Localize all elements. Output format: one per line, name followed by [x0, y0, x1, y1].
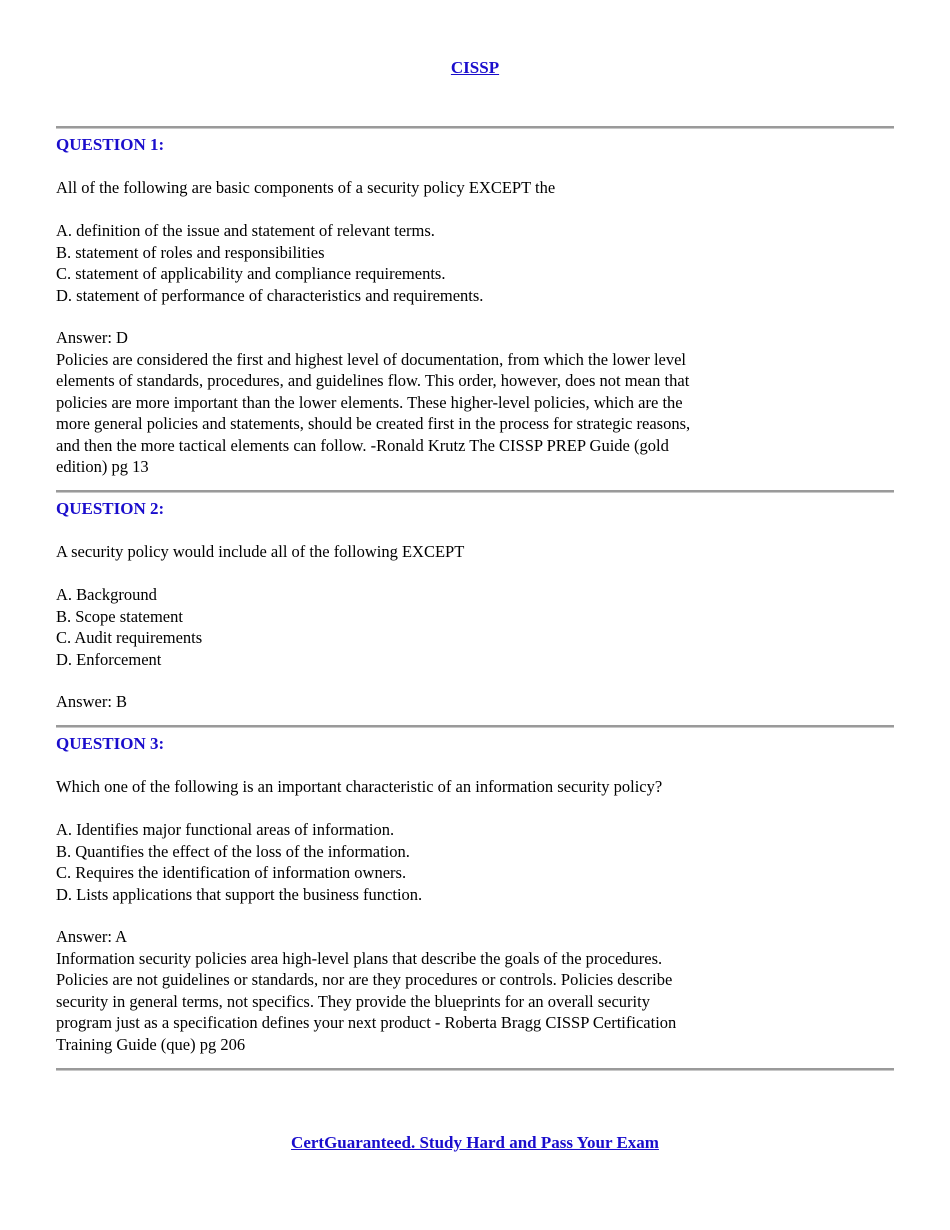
explanation-line: more general policies and statements, should be created first in the process for strategic reasons, [56, 414, 691, 433]
option-d: D. Enforcement [56, 649, 162, 669]
explanation-line: policies are more important than the lower elements. These higher-level policies, which are the [56, 392, 683, 412]
question-prompt-text: A security policy would include all of the following EXCEPT [56, 542, 465, 561]
question-2-prompt [56, 541, 856, 563]
question-3-heading: QUESTION 3: [56, 734, 165, 753]
question-2-answer-block [56, 691, 856, 713]
answer-text: Answer: A [56, 927, 128, 946]
question-2-options [56, 584, 856, 670]
explanation-line: elements of standards, procedures, and guidelines flow. This order, however, does not mean that [56, 371, 690, 390]
explanation-line: security in general terms, not specifics. They provide the blueprints for an overall security [56, 991, 650, 1011]
question-prompt-text: Which one of the following is an important characteristic of an information security policy? [56, 777, 663, 796]
option-c: C. Audit requirements [56, 628, 203, 647]
option-a: A. definition of the issue and statement of relevant terms. [56, 221, 435, 240]
divider-rule [56, 126, 894, 129]
question-1-heading: QUESTION 1: [56, 135, 165, 154]
question-prompt-text: All of the following are basic components of a security policy EXCEPT the [56, 178, 556, 197]
question-3-prompt [56, 776, 856, 798]
option-c: C. statement of applicability and compliance requirements. [56, 264, 446, 283]
question-3-answer-block [56, 926, 856, 1055]
question-3-options [56, 819, 856, 905]
explanation-line: Policies are considered the first and highest level of documentation, from which the lower level [56, 349, 687, 369]
option-b: B. Quantifies the effect of the loss of the information. [56, 841, 410, 861]
option-a: A. Identifies major functional areas of information. [56, 820, 395, 839]
explanation-line: Information security policies area high-level plans that describe the goals of the procedures. [56, 948, 663, 968]
option-d: D. Lists applications that support the business function. [56, 884, 423, 904]
explanation-line: program just as a specification defines your next product - Roberta Bragg CISSP Certification [56, 1013, 677, 1032]
answer-text: Answer: B [56, 692, 128, 711]
header-title-link[interactable]: CISSP [450, 58, 500, 77]
explanation-line: Policies are not guidelines or standards, nor are they procedures or controls. Policies describe [56, 970, 673, 989]
divider-rule [56, 490, 894, 493]
option-b: B. Scope statement [56, 606, 183, 626]
explanation-line: and then the more tactical elements can follow. -Ronald Krutz The CISSP PREP Guide (gold [56, 435, 669, 455]
answer-text: Answer: D [56, 328, 128, 347]
option-d: D. statement of performance of characteristics and requirements. [56, 285, 484, 305]
option-b: B. statement of roles and responsibilities [56, 242, 325, 262]
divider-rule [56, 725, 894, 728]
explanation-line: Training Guide (que) pg 206 [56, 1034, 246, 1054]
option-a: A. Background [56, 585, 157, 604]
question-1-prompt [56, 177, 856, 199]
question-1-answer-block [56, 327, 856, 478]
explanation-line: edition) pg 13 [56, 457, 149, 476]
question-2-heading: QUESTION 2: [56, 499, 165, 518]
option-c: C. Requires the identification of information owners. [56, 863, 407, 882]
footer-link[interactable]: CertGuaranteed. Study Hard and Pass Your Exam [291, 1133, 659, 1152]
question-1-options [56, 220, 856, 306]
divider-rule [56, 1068, 894, 1071]
